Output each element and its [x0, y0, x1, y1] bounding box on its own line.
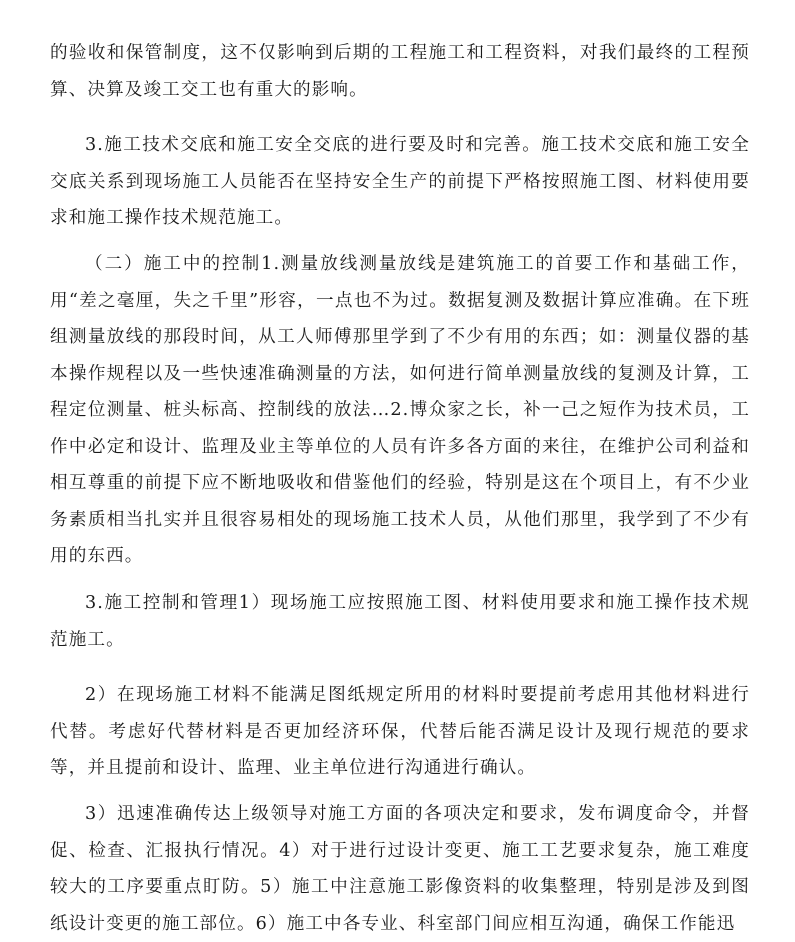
- paragraph-4: 3.施工控制和管理1）现场施工应按照施工图、材料使用要求和施工操作技术规范施工。: [50, 593, 750, 650]
- paragraph-2: 3.施工技术交底和施工安全交底的进行要及时和完善。施工技术交底和施工安全交底关系到现场施工人员能否在坚持安全生产的前提下严格按照施工图、材料使用要求和施工操作技术规范施工。: [50, 135, 750, 228]
- paragraph-1: 的验收和保管制度，这不仅影响到后期的工程施工和工程资料，对我们最终的工程预算、决算及竣工交工也有重大的影响。: [50, 43, 750, 100]
- paragraph-3: （二）施工中的控制1.测量放线测量放线是建筑施工的首要工作和基础工作，用“差之毫厘，失之千里”形容，一点也不为过。数据复测及数据计算应准确。在下班组测量放线的那段时间，从工人师傅那里学到了不少有用的东西；如：测量仪器的基本操作规程以及一些快速准确测量的方法，如何进行简单测量放线的复测及计算，工程定位测量、桩头标高、控制线的放法…2.博众家之长，补一己之短作为技术员，工作中必定和设计、监理及业主等单位的人员有许多各方面的来往，在维护公司利益和相互尊重的前提下应不断地吸收和借鉴他们的经验，特别是这在个项目上，有不少业务素质相当扎实并且很容易相处的现场施工技术人员，从他们那里，我学到了不少有用的东西。: [50, 254, 750, 566]
- paragraph-5: 2）在现场施工材料不能满足图纸规定所用的材料时要提前考虑用其他材料进行代替。考虑好代替材料是否更加经济环保，代替后能否满足设计及现行规范的要求等，并且提前和设计、监理、业主单位进行沟通进行确认。: [50, 685, 750, 778]
- paragraph-6: 3）迅速准确传达上级领导对施工方面的各项决定和要求，发布调度命令，并督促、检查、汇报执行情况。4）对于进行过设计变更、施工工艺要求复杂，施工难度较大的工序要重点盯防。5）施工中注意施工影像资料的收集整理，特别是涉及到图纸设计变更的施工部位。6）施工中各专业、科室部门间应相互沟通，确保工作能迅: [50, 804, 750, 934]
